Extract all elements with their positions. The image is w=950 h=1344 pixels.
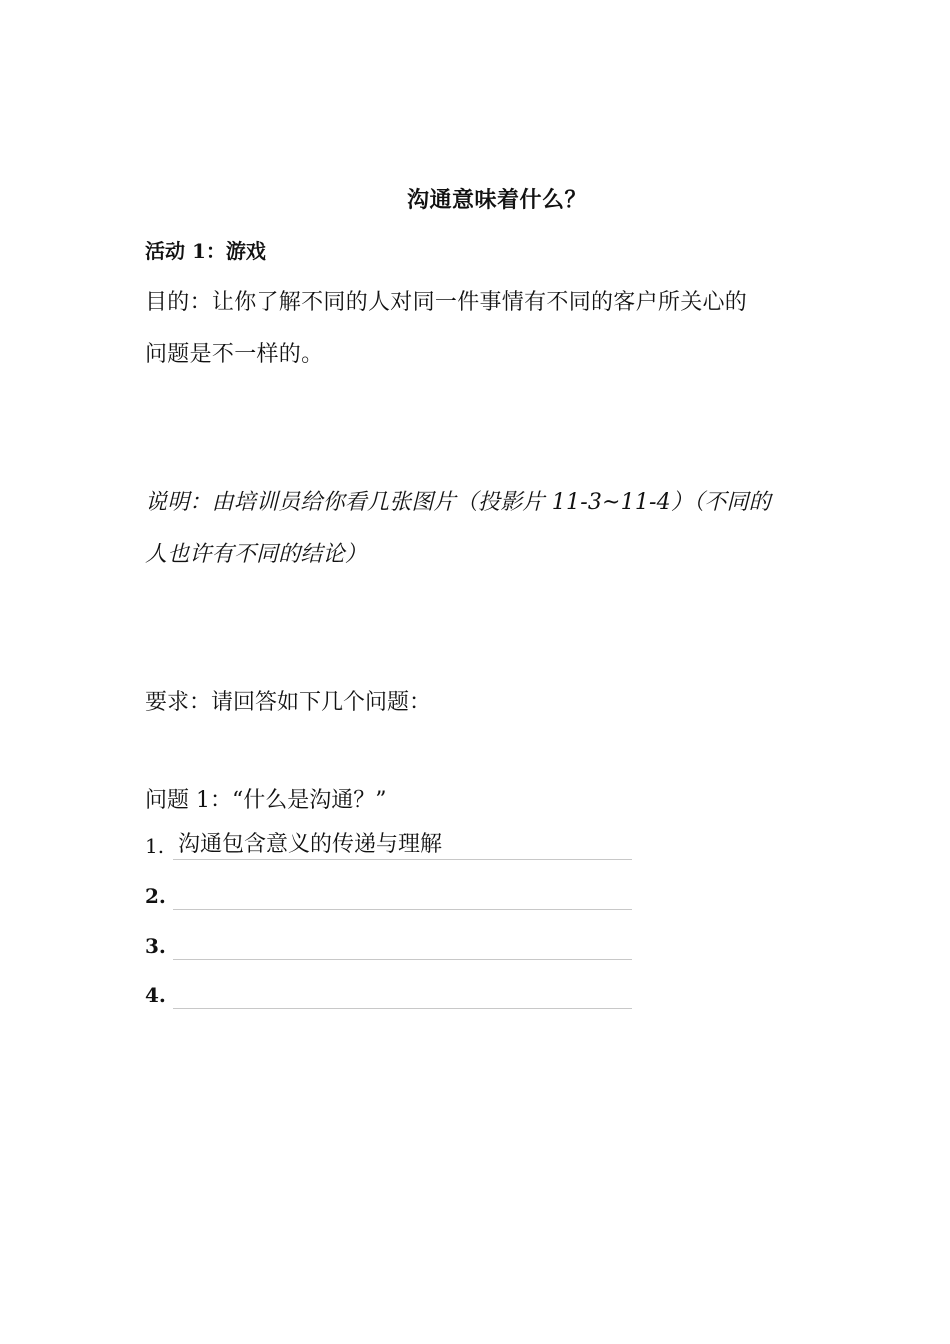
- answer-field-3[interactable]: [173, 931, 632, 960]
- purpose-text-line-1: 目的：让你了解不同的人对同一件事情有不同的客户所关心的: [145, 290, 748, 315]
- answer-row-1: [145, 830, 635, 860]
- note-text-line-1: 说明：由培训员给你看几张图片（投影片 11-3~11-4）（不同的: [145, 490, 771, 515]
- document-title: 沟通意味着什么？: [406, 187, 587, 213]
- answer-number-3: 3.: [145, 934, 166, 958]
- question-1-text: 问题 1：“什么是沟通？”: [145, 788, 387, 813]
- answer-row-3: [145, 930, 635, 960]
- answer-number-1: 1.: [145, 834, 165, 858]
- requirement-text: 要求：请回答如下几个问题：: [145, 690, 432, 715]
- answer-row-4: [145, 979, 635, 1009]
- answer-number-2: 2.: [145, 884, 166, 908]
- note-text-line-2: 人也许有不同的结论）: [145, 542, 368, 567]
- activity-heading: 活动 1：游戏: [145, 239, 266, 263]
- answer-field-4[interactable]: [173, 980, 632, 1009]
- answer-row-2: [145, 880, 635, 910]
- answer-field-1[interactable]: 沟通包含意义的传递与理解: [173, 831, 632, 860]
- answer-number-4: 4.: [145, 983, 166, 1007]
- purpose-text-line-2: 问题是不一样的。: [145, 342, 324, 367]
- answer-field-2[interactable]: [173, 881, 632, 910]
